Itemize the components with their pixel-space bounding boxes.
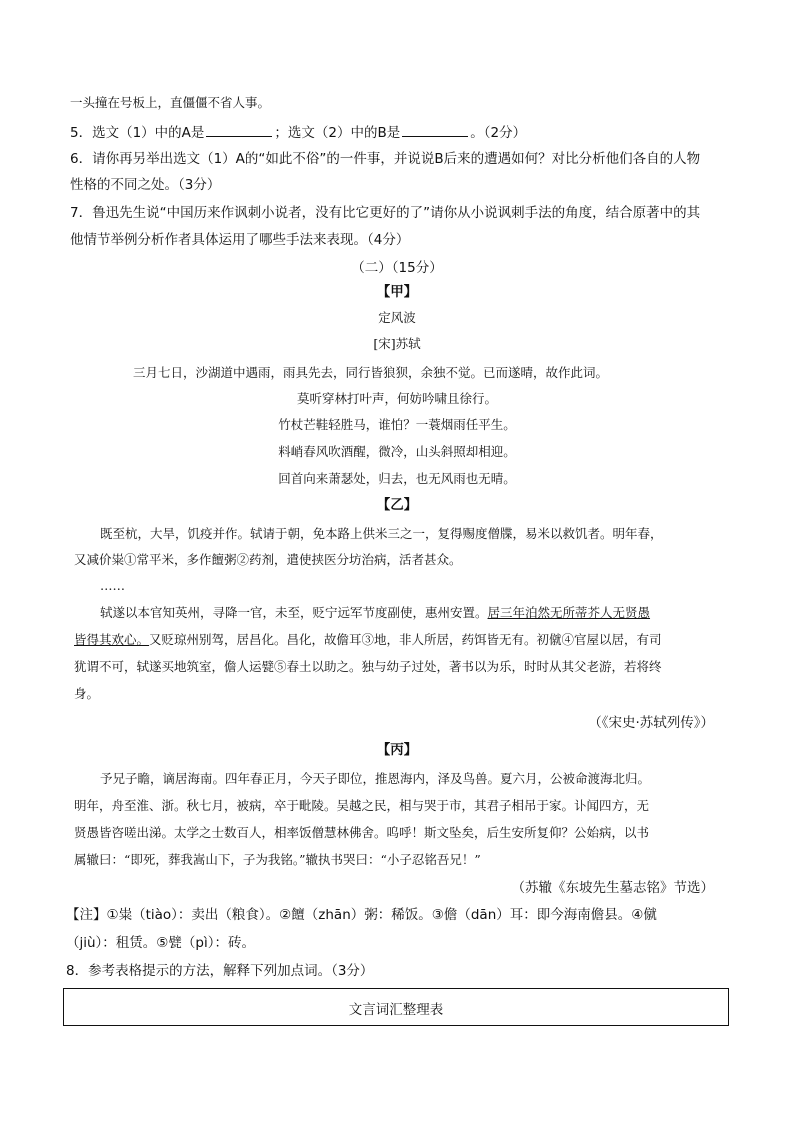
- vocabulary-table: [63, 988, 729, 1026]
- poem-line-4: 回首向来萧瑟处，归去，也无风雨也无晴。: [278, 471, 516, 486]
- underlined-sentence-part-1: 居三年泊然无所蒂芥人无贤愚: [487, 605, 651, 620]
- question-7-line-1: 7．鲁迅先生说“中国历来作讽刺小说者，没有比它更好的了”请你从小说讽刺手法的角度，结合原著中的其: [70, 205, 701, 221]
- yi-p1-line-2: 又减价粜①常平米，多作饘粥②药剂，遣使挟医分坊治病，活者甚众。: [74, 552, 462, 567]
- yi-source: （《宋史·苏轼列传》）: [588, 715, 714, 731]
- yi-p2-line-2: [74, 631, 662, 649]
- yi-p2-line-1-plain: 轼遂以本官知英州，寻降一官，未至，贬宁远军节度副使，惠州安置。: [100, 605, 488, 620]
- question-6-line-2: 性格的不同之处。（3分）: [70, 177, 221, 193]
- underlined-sentence-part-2: 皆得其欢心。: [74, 632, 150, 647]
- top-line: 一头撞在号板上，直僵僵不省人事。: [70, 95, 271, 110]
- poem-line-2: 竹杖芒鞋轻胜马，谁怕？一蓑烟雨任平生。: [278, 417, 516, 432]
- answer-blank-a: [206, 122, 272, 137]
- bing-line-2: 明年，舟至淮、浙。秋七月，被病，卒于毗陵。吴越之民，相与哭于市，其君子相吊于家。讣闻四方，无: [74, 798, 650, 813]
- poem-preface: 三月七日，沙湖道中遇雨，雨具先去，同行皆狼狈，余独不觉。已而遂晴，故作此词。: [133, 365, 609, 380]
- yi-p2-line-1: [100, 604, 650, 622]
- q5-text-before: 5．选文（1）中的A是: [70, 125, 205, 141]
- bing-line-1: 予兄子瞻，谪居海南。四年春正月，今天子即位，推恩海内，泽及鸟兽。夏六月，公被命渡海北归。: [100, 771, 651, 786]
- jia-label: 【甲】: [376, 284, 418, 300]
- section-2-heading: （二）（15分）: [351, 260, 443, 276]
- bing-line-4: 属辙曰：“即死，葬我嵩山下，子为我铭。”辙执书哭曰：“小子忍铭吾兄！”: [74, 852, 481, 867]
- poem-line-1: 莫听穿林打叶声，何妨吟啸且徐行。: [296, 391, 497, 406]
- table-title: 文言词汇整理表: [348, 1002, 444, 1018]
- q5-text-mid: ；选文（2）中的B是: [274, 125, 401, 141]
- bing-line-3: 贤愚皆咨嗟出涕。太学之士数百人，相率饭僧慧林佛舍。呜呼！斯文坠矣，后生安所复仰？公始病，以书: [74, 825, 650, 840]
- poem-title: 定风波: [378, 310, 416, 325]
- question-8: 8．参考表格提示的方法，解释下列加点词。（3分）: [66, 963, 374, 979]
- bing-source: （苏辙《东坡先生墓志铭》节选）: [511, 880, 714, 896]
- yi-p2-line-4: 身。: [74, 686, 100, 701]
- yi-label: 【乙】: [376, 497, 418, 513]
- bing-label: 【丙】: [376, 742, 418, 758]
- question-7-line-2: 他情节举例分析作者具体运用了哪些手法来表现。（4分）: [70, 232, 410, 248]
- yi-ellipsis: ……: [100, 578, 125, 593]
- yi-p2-line-3: 犹谓不可，轼遂买地筑室，儋人运甓⑤春土以助之。独与幼子过处，著书以为乐，时时从其父老游，若将终: [74, 659, 662, 674]
- yi-p1-line-1: 既至杭，大旱，饥疫并作。轼请于朝，免本路上供米三之一，复得赐度僧牒，易米以救饥者。明年春，: [100, 526, 663, 541]
- poem-line-3: 料峭春风吹酒醒，微冷，山头斜照却相迎。: [278, 444, 516, 459]
- question-6-line-1: 6．请你再另举出选文（1）A的“如此不俗”的一件事，并说说B后来的遭遇如何？对比分析他们各自的人物: [70, 151, 701, 167]
- q5-text-after: 。（2分）: [470, 125, 527, 141]
- answer-blank-b: [402, 122, 468, 137]
- notes-line-1: 【注】①粜（tiào）：卖出（粮食）。②饘（zhān）粥：稀饭。③儋（dān）耳：即今海南儋县。④僦: [66, 907, 657, 923]
- question-5: [70, 122, 526, 142]
- notes-line-2: （jiù）：租赁。⑤甓（pì）：砖。: [66, 935, 255, 951]
- yi-p2-line-2-plain: 又贬琼州别驾，居昌化。昌化，故儋耳③地，非人所居，药饵皆无有。初僦④官屋以居，有司: [149, 632, 662, 647]
- poem-author: [宋]苏轼: [373, 336, 421, 351]
